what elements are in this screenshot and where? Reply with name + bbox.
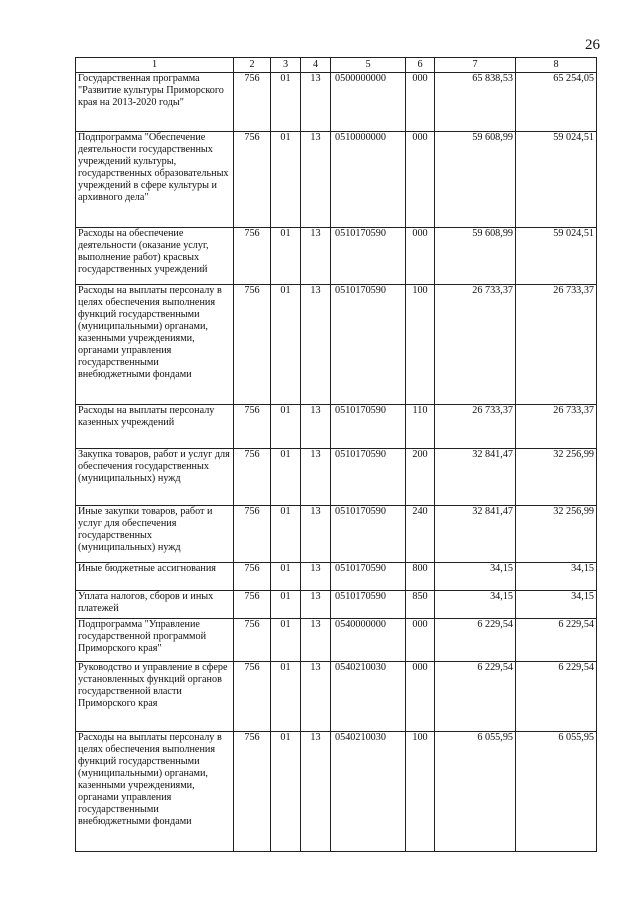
cell-c3: 01	[271, 449, 301, 506]
table-row	[76, 285, 597, 405]
cell-c6: 000	[406, 662, 435, 732]
cell-c5: 0540210030	[331, 662, 406, 732]
cell-c2: 756	[234, 285, 271, 405]
cell-c3: 01	[271, 563, 301, 591]
table-body	[76, 73, 597, 852]
cell-c3: 01	[271, 405, 301, 449]
row-name: Подпрограмма "Управление государственной программой Приморского края"	[76, 619, 234, 662]
row-name: Государственная программа "Развитие культуры Приморского края на 2013-2020 годы"	[76, 73, 234, 132]
cell-c8: 32 256,99	[516, 449, 597, 506]
row-name: Расходы на выплаты персоналу казенных учреждений	[76, 405, 234, 449]
cell-c6: 000	[406, 132, 435, 228]
cell-c7: 6 229,54	[435, 662, 516, 732]
cell-c2: 756	[234, 449, 271, 506]
cell-c5: 0510170590	[331, 228, 406, 285]
table-row	[76, 228, 597, 285]
cell-c4: 13	[301, 405, 331, 449]
cell-c8: 6 229,54	[516, 662, 597, 732]
cell-c3: 01	[271, 591, 301, 619]
cell-c4: 13	[301, 619, 331, 662]
cell-c5: 0510000000	[331, 132, 406, 228]
cell-c7: 34,15	[435, 563, 516, 591]
cell-c7: 26 733,37	[435, 285, 516, 405]
cell-c4: 13	[301, 285, 331, 405]
cell-c4: 13	[301, 591, 331, 619]
table-row	[76, 662, 597, 732]
cell-c4: 13	[301, 506, 331, 563]
row-name: Иные бюджетные ассигнования	[76, 563, 234, 591]
cell-c4: 13	[301, 73, 331, 132]
cell-c2: 756	[234, 228, 271, 285]
column-header: 2	[234, 58, 271, 73]
column-header: 1	[76, 58, 234, 73]
cell-c8: 32 256,99	[516, 506, 597, 563]
table-row	[76, 132, 597, 228]
cell-c4: 13	[301, 732, 331, 852]
cell-c5: 0510170590	[331, 506, 406, 563]
table-row	[76, 449, 597, 506]
table-row	[76, 405, 597, 449]
cell-c6: 100	[406, 285, 435, 405]
column-header: 6	[406, 58, 435, 73]
cell-c2: 756	[234, 591, 271, 619]
cell-c6: 000	[406, 228, 435, 285]
cell-c6: 800	[406, 563, 435, 591]
cell-c8: 6 055,95	[516, 732, 597, 852]
row-name: Подпрограмма "Обеспечение деятельности государственных учреждений культуры, государственных образовательных учреждений в сфере культуры и архивного дела"	[76, 132, 234, 228]
table-row	[76, 563, 597, 591]
row-name: Иные закупки товаров, работ и услуг для обеспечения государственных (муниципальных) нужд	[76, 506, 234, 563]
row-name: Руководство и управление в сфере установленных функций органов государственной власти Приморского края	[76, 662, 234, 732]
cell-c6: 850	[406, 591, 435, 619]
cell-c2: 756	[234, 132, 271, 228]
cell-c4: 13	[301, 132, 331, 228]
cell-c4: 13	[301, 563, 331, 591]
cell-c2: 756	[234, 619, 271, 662]
cell-c5: 0540210030	[331, 732, 406, 852]
cell-c6: 000	[406, 73, 435, 132]
cell-c8: 26 733,37	[516, 405, 597, 449]
column-header: 5	[331, 58, 406, 73]
cell-c7: 59 608,99	[435, 228, 516, 285]
cell-c4: 13	[301, 228, 331, 285]
cell-c2: 756	[234, 662, 271, 732]
cell-c7: 26 733,37	[435, 405, 516, 449]
cell-c8: 34,15	[516, 563, 597, 591]
row-name: Расходы на обеспечение деятельности (оказание услуг, выполнение работ) красвых государственных учреждений	[76, 228, 234, 285]
header-row	[76, 58, 597, 73]
cell-c2: 756	[234, 563, 271, 591]
cell-c5: 0510170590	[331, 563, 406, 591]
cell-c8: 34,15	[516, 591, 597, 619]
cell-c2: 756	[234, 405, 271, 449]
table-row	[76, 73, 597, 132]
cell-c2: 756	[234, 732, 271, 852]
row-name: Уплата налогов, сборов и иных платежей	[76, 591, 234, 619]
cell-c5: 0510170590	[331, 285, 406, 405]
cell-c8: 59 024,51	[516, 132, 597, 228]
cell-c3: 01	[271, 73, 301, 132]
cell-c4: 13	[301, 449, 331, 506]
cell-c5: 0510170590	[331, 405, 406, 449]
page-number: 26	[585, 37, 600, 53]
cell-c6: 110	[406, 405, 435, 449]
cell-c7: 65 838,53	[435, 73, 516, 132]
cell-c5: 0500000000	[331, 73, 406, 132]
column-header: 7	[435, 58, 516, 73]
cell-c6: 100	[406, 732, 435, 852]
table-row	[76, 591, 597, 619]
cell-c6: 000	[406, 619, 435, 662]
cell-c5: 0510170590	[331, 449, 406, 506]
cell-c8: 6 229,54	[516, 619, 597, 662]
column-header: 8	[516, 58, 597, 73]
cell-c3: 01	[271, 132, 301, 228]
column-header: 3	[271, 58, 301, 73]
cell-c7: 32 841,47	[435, 506, 516, 563]
cell-c5: 0510170590	[331, 591, 406, 619]
cell-c2: 756	[234, 73, 271, 132]
cell-c7: 59 608,99	[435, 132, 516, 228]
cell-c3: 01	[271, 662, 301, 732]
cell-c8: 59 024,51	[516, 228, 597, 285]
cell-c6: 200	[406, 449, 435, 506]
cell-c3: 01	[271, 506, 301, 563]
cell-c3: 01	[271, 285, 301, 405]
cell-c7: 32 841,47	[435, 449, 516, 506]
cell-c8: 26 733,37	[516, 285, 597, 405]
cell-c3: 01	[271, 619, 301, 662]
cell-c4: 13	[301, 662, 331, 732]
row-name: Расходы на выплаты персоналу в целях обеспечения выполнения функций государственными (муниципальными) органами, казенными учреждениями, органами управления государственными внебюджетными фондами	[76, 732, 234, 852]
cell-c3: 01	[271, 228, 301, 285]
cell-c7: 6 055,95	[435, 732, 516, 852]
cell-c5: 0540000000	[331, 619, 406, 662]
table-row	[76, 506, 597, 563]
table-row	[76, 732, 597, 852]
budget-table	[75, 57, 597, 852]
cell-c2: 756	[234, 506, 271, 563]
table-row	[76, 619, 597, 662]
row-name: Расходы на выплаты персоналу в целях обеспечения выполнения функций государственными (муниципальными) органами, казенными учреждениями, органами управления государственными внебюджетными фондами	[76, 285, 234, 405]
cell-c7: 6 229,54	[435, 619, 516, 662]
cell-c7: 34,15	[435, 591, 516, 619]
column-header: 4	[301, 58, 331, 73]
cell-c8: 65 254,05	[516, 73, 597, 132]
cell-c3: 01	[271, 732, 301, 852]
cell-c6: 240	[406, 506, 435, 563]
row-name: Закупка товаров, работ и услуг для обеспечения государственных (муниципальных) нужд	[76, 449, 234, 506]
